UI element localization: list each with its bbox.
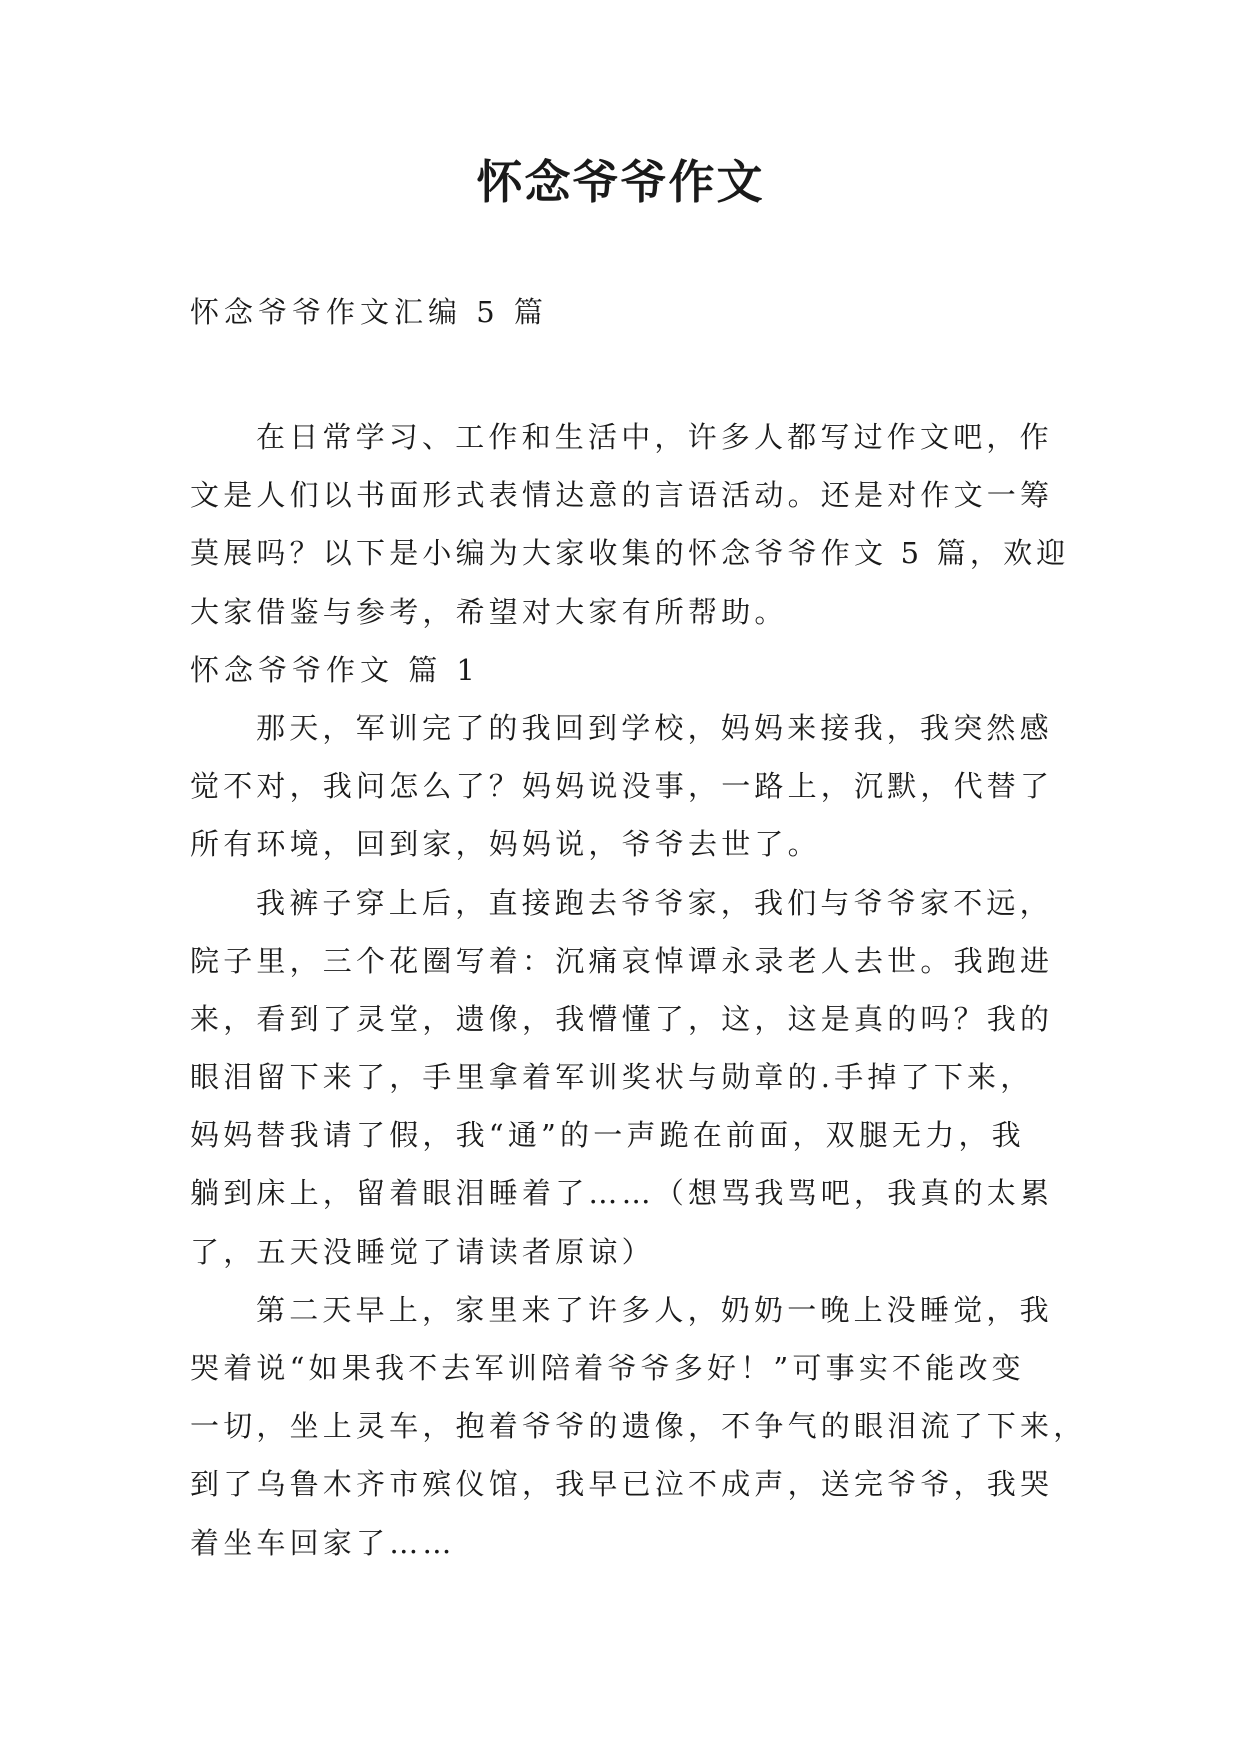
text-line: 莫展吗？以下是小编为大家收集的怀念爷爷作文 5 篇，欢迎 [190, 536, 1070, 571]
document-title: 怀念爷爷作文 [476, 155, 765, 209]
text-line: 大家借鉴与参考，希望对大家有所帮助。 [190, 594, 788, 629]
text-line: 眼泪留下来了，手里拿着军训奖状与勋章的.手掉了下来， [190, 1060, 1034, 1095]
document-subtitle: 怀念爷爷作文汇编 5 篇 [190, 295, 548, 329]
section-heading: 怀念爷爷作文 篇 1 [190, 652, 480, 687]
text-line: 哭着说“如果我不去军训陪着爷爷多好！”可事实不能改变 [190, 1351, 1025, 1385]
text-line: 那天，军训完了的我回到学校，妈妈来接我，我突然感 [256, 710, 1053, 745]
text-line: 来，看到了灵堂，遗像，我懵懂了，这，这是真的吗？我的 [190, 1001, 1054, 1036]
text-line: 文是人们以书面形式表情达意的言语活动。还是对作文一筹 [190, 478, 1054, 513]
text-line: 一切，坐上灵车，抱着爷爷的遗像，不争气的眼泪流了下来， [190, 1409, 1087, 1444]
text-line: 第二天早上，家里来了许多人，奶奶一晚上没睡觉，我 [256, 1292, 1053, 1327]
text-line: 躺到床上，留着眼泪睡着了……（想骂我骂吧，我真的太累 [190, 1176, 1054, 1211]
text-line: 院子里，三个花圈写着：沉痛哀悼谭永录老人去世。我跑进 [190, 943, 1054, 978]
text-line: 妈妈替我请了假，我“通”的一声跪在前面，双腿无力，我 [190, 1118, 1025, 1153]
text-line: 着坐车回家了…… [190, 1525, 456, 1560]
text-line: 在日常学习、工作和生活中，许多人都写过作文吧，作 [256, 420, 1053, 454]
text-line: 到了乌鲁木齐市殡仪馆，我早已泣不成声，送完爷爷，我哭 [190, 1467, 1054, 1502]
text-line: 觉不对，我问怎么了？妈妈说没事，一路上，沉默，代替了 [190, 769, 1054, 804]
text-line: 所有环境，回到家，妈妈说，爷爷去世了。 [190, 827, 821, 862]
text-line: 我裤子穿上后，直接跑去爷爷家，我们与爷爷家不远， [256, 885, 1053, 920]
text-line: 了，五天没睡觉了请读者原谅） [190, 1234, 655, 1269]
document-body [190, 408, 1087, 1572]
